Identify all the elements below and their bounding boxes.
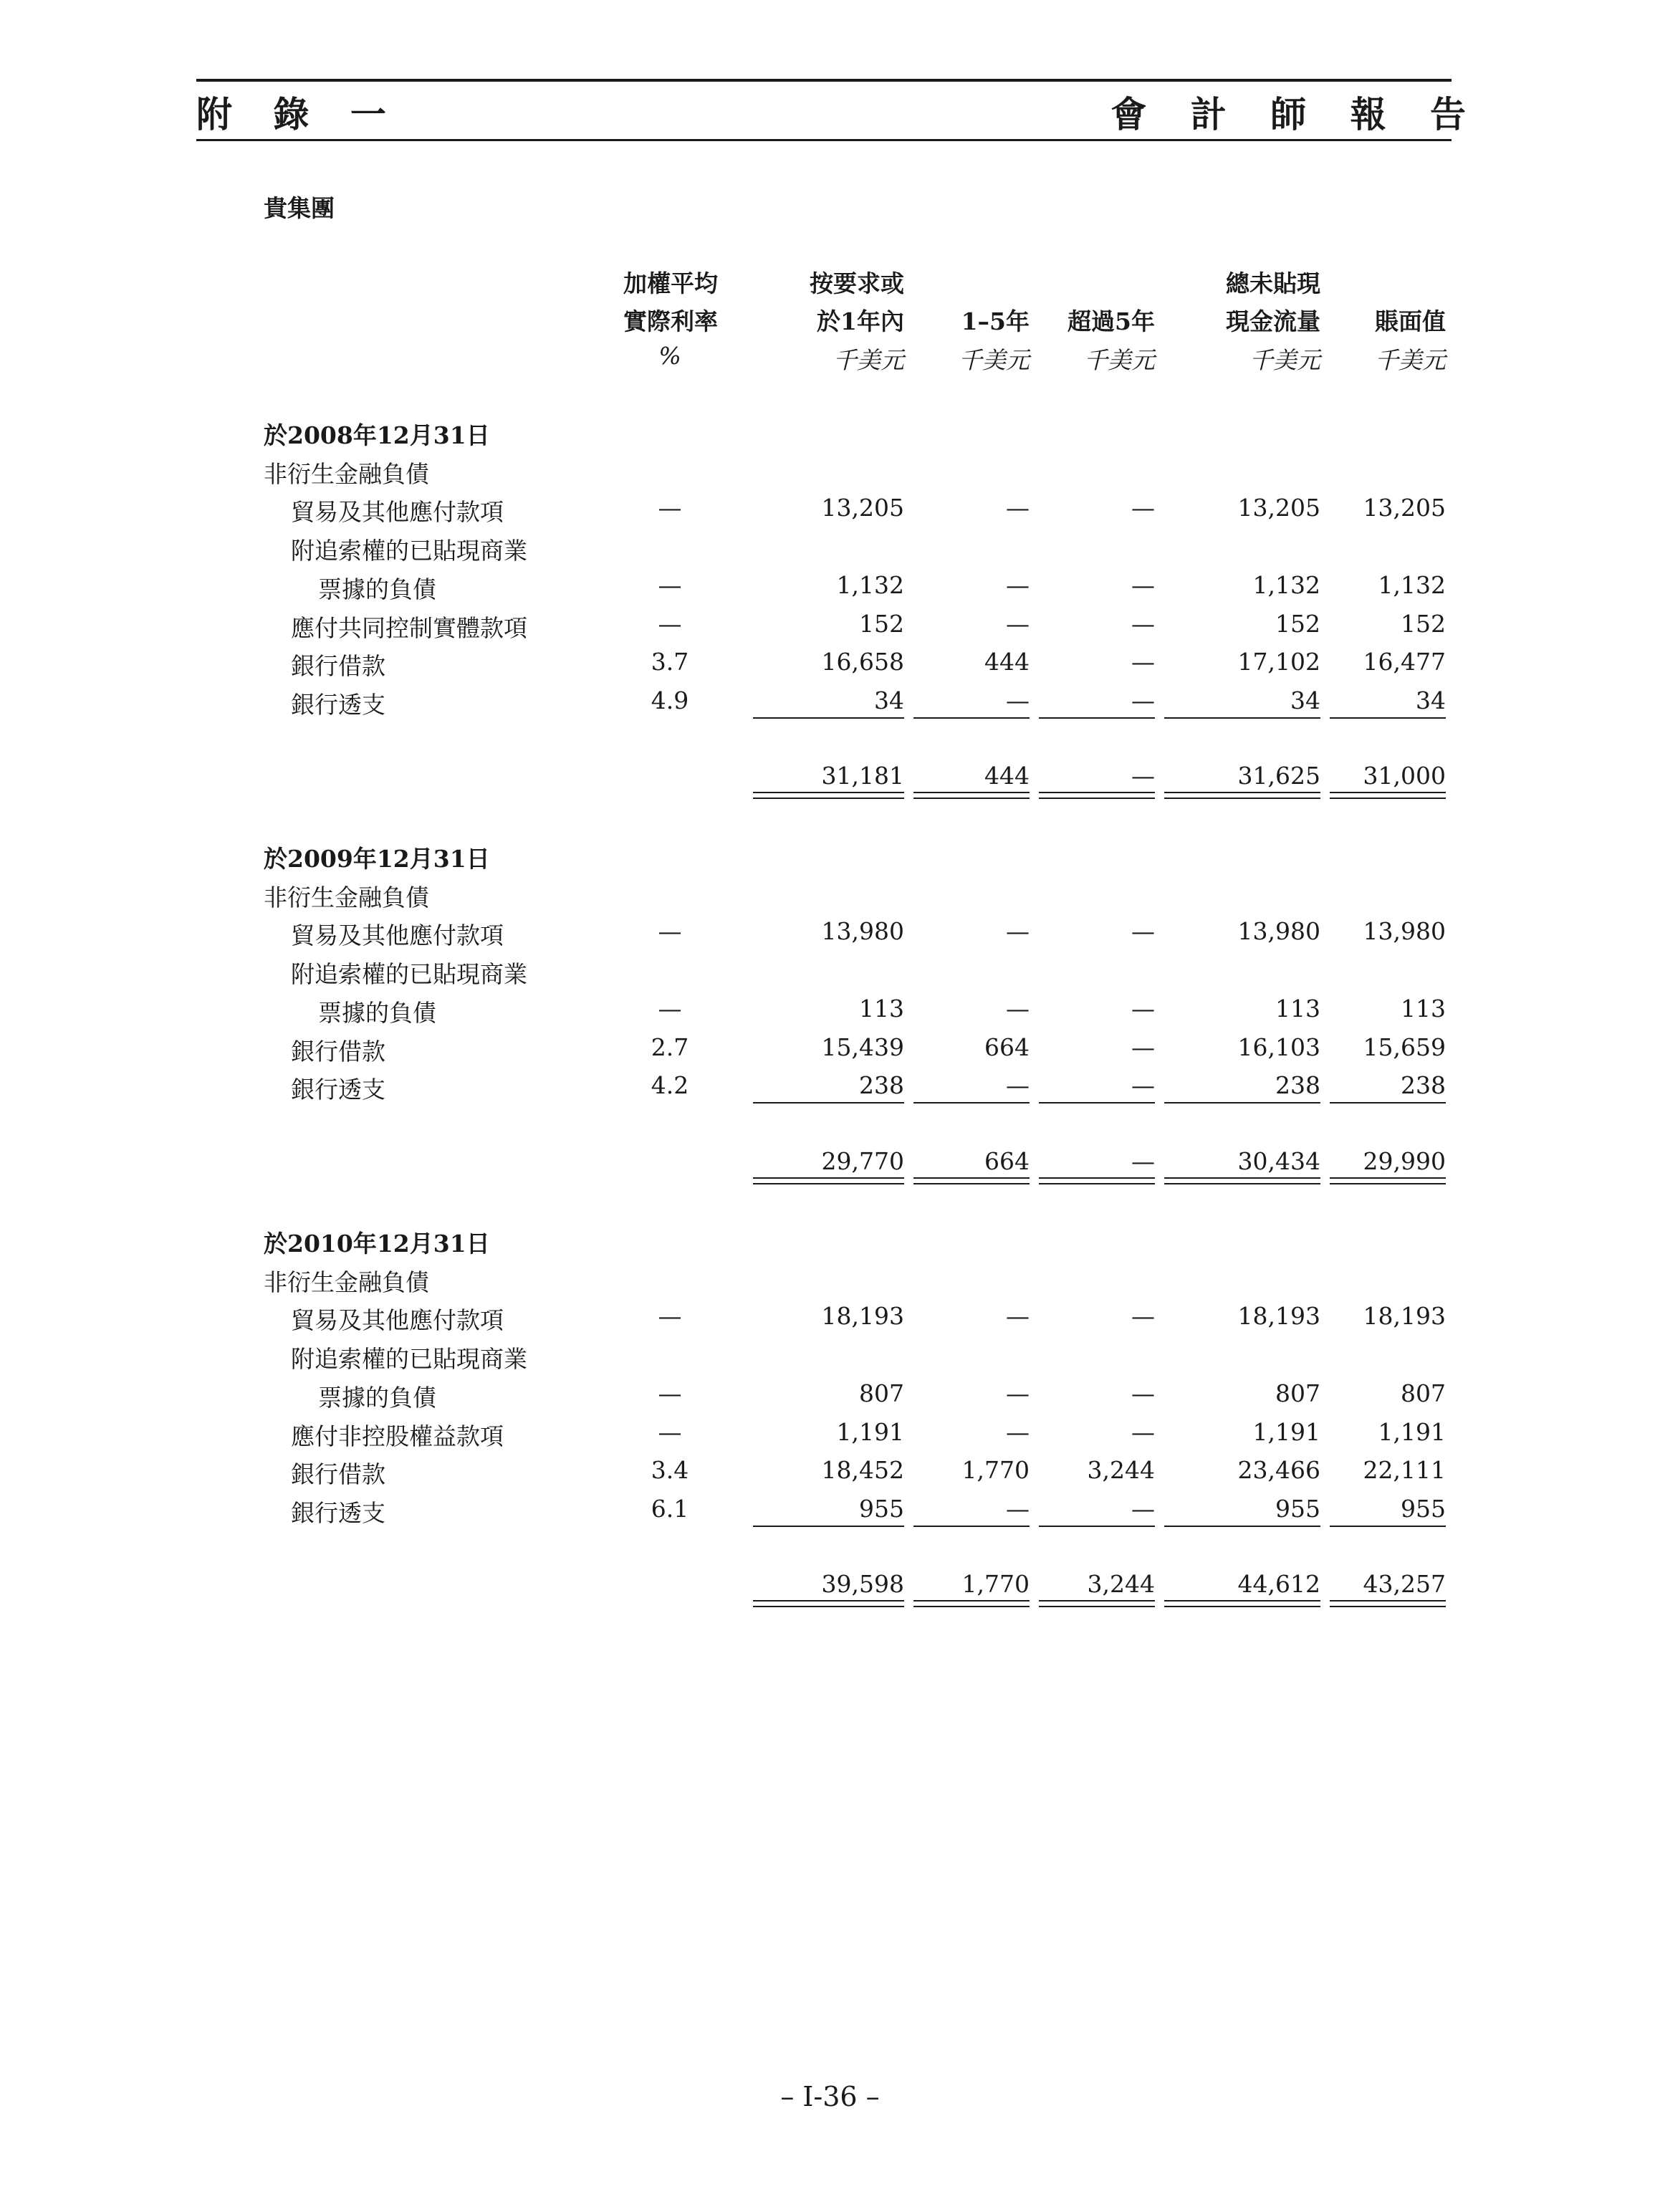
table-cell: 152 bbox=[859, 609, 904, 638]
table-cell: 664 bbox=[984, 1033, 1030, 1061]
column-header: 賬面值 bbox=[1375, 307, 1446, 335]
table-cell: 1,132 bbox=[1378, 570, 1446, 599]
total-rule bbox=[1330, 798, 1446, 799]
total-rule bbox=[913, 1606, 1030, 1607]
row-label: 附追索權的已貼現商業 bbox=[291, 1345, 527, 1374]
table-cell: — bbox=[1131, 1033, 1155, 1061]
table-cell: 152 bbox=[1401, 609, 1446, 638]
table-cell: — bbox=[1006, 609, 1030, 638]
table-cell: 444 bbox=[984, 648, 1030, 676]
total-rule bbox=[1039, 798, 1155, 799]
section-category: 非衍生金融負債 bbox=[264, 1268, 429, 1296]
total-rule bbox=[1039, 1177, 1155, 1179]
table-cell: — bbox=[658, 1302, 682, 1331]
table-cell: 13,980 bbox=[1237, 917, 1320, 946]
table-cell: 16,658 bbox=[821, 648, 904, 676]
subtotal-rule bbox=[753, 1526, 904, 1527]
table-cell: 807 bbox=[1401, 1379, 1446, 1407]
table-cell: 807 bbox=[859, 1379, 904, 1407]
total-cell: 664 bbox=[984, 1146, 1030, 1175]
table-cell: — bbox=[1131, 1302, 1155, 1331]
row-label: 銀行借款 bbox=[291, 652, 385, 681]
total-rule bbox=[1330, 1600, 1446, 1601]
page-number: – I-36 – bbox=[780, 2081, 880, 2112]
table-cell: 955 bbox=[1275, 1494, 1320, 1523]
row-label: 票據的負債 bbox=[318, 998, 436, 1027]
row-label: 銀行透支 bbox=[291, 1076, 385, 1104]
column-header: 超過5年 bbox=[1068, 307, 1155, 335]
table-cell: — bbox=[1006, 1494, 1030, 1523]
table-cell: 18,193 bbox=[1363, 1302, 1446, 1331]
table-cell: 18,452 bbox=[821, 1456, 904, 1485]
table-cell: 955 bbox=[859, 1494, 904, 1523]
total-rule bbox=[1330, 1606, 1446, 1607]
table-cell: — bbox=[1131, 686, 1155, 714]
table-cell: 22,111 bbox=[1363, 1456, 1446, 1485]
table-cell: — bbox=[1131, 494, 1155, 522]
total-cell: 39,598 bbox=[821, 1570, 904, 1599]
table-cell: 3,244 bbox=[1087, 1456, 1155, 1485]
table-cell: — bbox=[658, 570, 682, 599]
total-rule bbox=[913, 1183, 1030, 1184]
table-cell: — bbox=[1006, 994, 1030, 1023]
table-cell: 6.1 bbox=[651, 1494, 689, 1523]
row-label: 應付非控股權益款項 bbox=[291, 1422, 504, 1450]
table-cell: 15,659 bbox=[1363, 1033, 1446, 1061]
table-cell: 2.7 bbox=[651, 1033, 689, 1061]
section-date: 於2008年12月31日 bbox=[264, 421, 490, 449]
table-cell: — bbox=[1006, 686, 1030, 714]
total-rule bbox=[1164, 1177, 1320, 1179]
total-cell: — bbox=[1131, 762, 1155, 790]
table-cell: 13,980 bbox=[821, 917, 904, 946]
total-rule bbox=[753, 1600, 904, 1601]
total-rule bbox=[1164, 1606, 1320, 1607]
table-cell: — bbox=[1006, 1379, 1030, 1407]
table-cell: 34 bbox=[1416, 686, 1446, 714]
column-header: 於1年內 bbox=[817, 307, 904, 335]
row-label: 貿易及其他應付款項 bbox=[291, 1306, 504, 1335]
subtotal-rule bbox=[1164, 1102, 1320, 1103]
row-label: 附追索權的已貼現商業 bbox=[291, 537, 527, 565]
total-cell: 1,770 bbox=[961, 1570, 1030, 1599]
table-cell: — bbox=[658, 1417, 682, 1446]
subtotal-rule bbox=[753, 1102, 904, 1103]
table-cell: — bbox=[1006, 1071, 1030, 1100]
total-cell: 30,434 bbox=[1237, 1146, 1320, 1175]
table-cell: 34 bbox=[1290, 686, 1320, 714]
table-cell: — bbox=[1131, 648, 1155, 676]
subtotal-rule bbox=[1330, 1526, 1446, 1527]
total-rule bbox=[1164, 1600, 1320, 1601]
table-cell: 23,466 bbox=[1237, 1456, 1320, 1485]
table-cell: — bbox=[658, 494, 682, 522]
row-label: 銀行借款 bbox=[291, 1460, 385, 1489]
table-cell: — bbox=[1006, 570, 1030, 599]
section-date: 於2009年12月31日 bbox=[264, 845, 490, 873]
column-unit: 千美元 bbox=[959, 346, 1030, 374]
table-cell: 238 bbox=[1275, 1071, 1320, 1100]
table-cell: 13,205 bbox=[821, 494, 904, 522]
table-cell: — bbox=[1131, 1417, 1155, 1446]
subtotal-rule bbox=[1039, 1526, 1155, 1527]
table-cell: 113 bbox=[1401, 994, 1446, 1023]
table-cell: 18,193 bbox=[821, 1302, 904, 1331]
total-cell: 31,000 bbox=[1363, 762, 1446, 790]
table-cell: — bbox=[1131, 917, 1155, 946]
table-cell: — bbox=[1131, 1379, 1155, 1407]
table-cell: — bbox=[1131, 1071, 1155, 1100]
column-header: 加權平均 bbox=[623, 269, 718, 297]
table-cell: — bbox=[1006, 1417, 1030, 1446]
total-cell: — bbox=[1131, 1146, 1155, 1175]
total-cell: 31,181 bbox=[821, 762, 904, 790]
table-cell: 18,193 bbox=[1237, 1302, 1320, 1331]
row-label: 銀行透支 bbox=[291, 690, 385, 719]
appendix-label: 附 錄 一 bbox=[196, 93, 400, 135]
table-cell: 17,102 bbox=[1237, 648, 1320, 676]
total-cell: 29,990 bbox=[1363, 1146, 1446, 1175]
table-cell: 16,477 bbox=[1363, 648, 1446, 676]
header-rule bbox=[196, 139, 1452, 141]
column-header: 1–5年 bbox=[961, 307, 1030, 335]
section-category: 非衍生金融負債 bbox=[264, 459, 429, 488]
subtotal-rule bbox=[1330, 1102, 1446, 1103]
table-cell: 113 bbox=[859, 994, 904, 1023]
table-cell: — bbox=[1131, 1494, 1155, 1523]
table-cell: — bbox=[658, 1379, 682, 1407]
column-header: 總未貼現 bbox=[1226, 269, 1320, 297]
total-rule bbox=[1039, 1600, 1155, 1601]
total-cell: 31,625 bbox=[1237, 762, 1320, 790]
total-rule bbox=[913, 798, 1030, 799]
table-cell: 3.4 bbox=[651, 1456, 689, 1485]
total-rule bbox=[753, 792, 904, 793]
total-cell: 43,257 bbox=[1363, 1570, 1446, 1599]
table-cell: 807 bbox=[1275, 1379, 1320, 1407]
column-unit: 千美元 bbox=[1375, 346, 1446, 374]
table-cell: 1,132 bbox=[836, 570, 904, 599]
total-rule bbox=[753, 1183, 904, 1184]
group-title: 貴集團 bbox=[264, 194, 335, 222]
total-rule bbox=[1039, 1183, 1155, 1184]
table-cell: — bbox=[658, 994, 682, 1023]
row-label: 貿易及其他應付款項 bbox=[291, 921, 504, 950]
table-cell: 34 bbox=[874, 686, 904, 714]
table-cell: 113 bbox=[1275, 994, 1320, 1023]
table-cell: — bbox=[1006, 1302, 1030, 1331]
table-cell: — bbox=[658, 917, 682, 946]
column-unit: % bbox=[658, 342, 681, 370]
total-rule bbox=[1039, 1606, 1155, 1607]
row-label: 貿易及其他應付款項 bbox=[291, 498, 504, 527]
subtotal-rule bbox=[1039, 717, 1155, 719]
total-rule bbox=[753, 1606, 904, 1607]
total-rule bbox=[1164, 798, 1320, 799]
total-rule bbox=[1164, 792, 1320, 793]
row-label: 附追索權的已貼現商業 bbox=[291, 960, 527, 989]
table-cell: — bbox=[1131, 994, 1155, 1023]
subtotal-rule bbox=[1164, 1526, 1320, 1527]
subtotal-rule bbox=[913, 1526, 1030, 1527]
total-rule bbox=[1039, 792, 1155, 793]
subtotal-rule bbox=[913, 1102, 1030, 1103]
table-cell: 1,132 bbox=[1252, 570, 1320, 599]
row-label: 銀行借款 bbox=[291, 1037, 385, 1066]
total-rule bbox=[1164, 1183, 1320, 1184]
column-unit: 千美元 bbox=[833, 346, 904, 374]
table-cell: — bbox=[1006, 917, 1030, 946]
subtotal-rule bbox=[753, 717, 904, 719]
table-cell: 13,205 bbox=[1237, 494, 1320, 522]
total-rule bbox=[753, 798, 904, 799]
table-cell: — bbox=[658, 609, 682, 638]
total-rule bbox=[1330, 792, 1446, 793]
top-rule bbox=[196, 79, 1452, 82]
table-cell: 955 bbox=[1401, 1494, 1446, 1523]
row-label: 票據的負債 bbox=[318, 575, 436, 603]
table-cell: 16,103 bbox=[1237, 1033, 1320, 1061]
table-cell: 238 bbox=[1401, 1071, 1446, 1100]
total-rule bbox=[753, 1177, 904, 1179]
row-label: 銀行透支 bbox=[291, 1498, 385, 1527]
total-rule bbox=[1330, 1177, 1446, 1179]
total-rule bbox=[1330, 1183, 1446, 1184]
row-label: 票據的負債 bbox=[318, 1383, 436, 1412]
subtotal-rule bbox=[1039, 1102, 1155, 1103]
column-unit: 千美元 bbox=[1249, 346, 1320, 374]
table-cell: 238 bbox=[859, 1071, 904, 1100]
column-header: 實際利率 bbox=[623, 307, 718, 335]
subtotal-rule bbox=[1330, 717, 1446, 719]
table-cell: 1,191 bbox=[1378, 1417, 1446, 1446]
total-cell: 444 bbox=[984, 762, 1030, 790]
table-cell: — bbox=[1006, 494, 1030, 522]
section-date: 於2010年12月31日 bbox=[264, 1230, 490, 1258]
total-rule bbox=[913, 1600, 1030, 1601]
column-header: 按要求或 bbox=[810, 269, 904, 297]
total-cell: 44,612 bbox=[1237, 1570, 1320, 1599]
table-cell: 4.2 bbox=[651, 1071, 689, 1100]
table-cell: 4.9 bbox=[651, 686, 689, 714]
total-rule bbox=[913, 1177, 1030, 1179]
subtotal-rule bbox=[1164, 717, 1320, 719]
total-rule bbox=[913, 792, 1030, 793]
table-cell: 1,191 bbox=[1252, 1417, 1320, 1446]
table-cell: 1,770 bbox=[961, 1456, 1030, 1485]
table-cell: 15,439 bbox=[821, 1033, 904, 1061]
column-unit: 千美元 bbox=[1084, 346, 1155, 374]
table-cell: — bbox=[1131, 609, 1155, 638]
table-cell: 3.7 bbox=[651, 648, 689, 676]
table-cell: 152 bbox=[1275, 609, 1320, 638]
row-label: 應付共同控制實體款項 bbox=[291, 613, 527, 642]
table-cell: 1,191 bbox=[836, 1417, 904, 1446]
total-cell: 3,244 bbox=[1087, 1570, 1155, 1599]
subtotal-rule bbox=[913, 717, 1030, 719]
table-cell: — bbox=[1131, 570, 1155, 599]
column-header: 現金流量 bbox=[1226, 307, 1320, 335]
section-category: 非衍生金融負債 bbox=[264, 883, 429, 911]
section-title: 會 計 師 報 告 bbox=[1110, 93, 1482, 135]
table-cell: 13,205 bbox=[1363, 494, 1446, 522]
total-cell: 29,770 bbox=[821, 1146, 904, 1175]
table-cell: 13,980 bbox=[1363, 917, 1446, 946]
